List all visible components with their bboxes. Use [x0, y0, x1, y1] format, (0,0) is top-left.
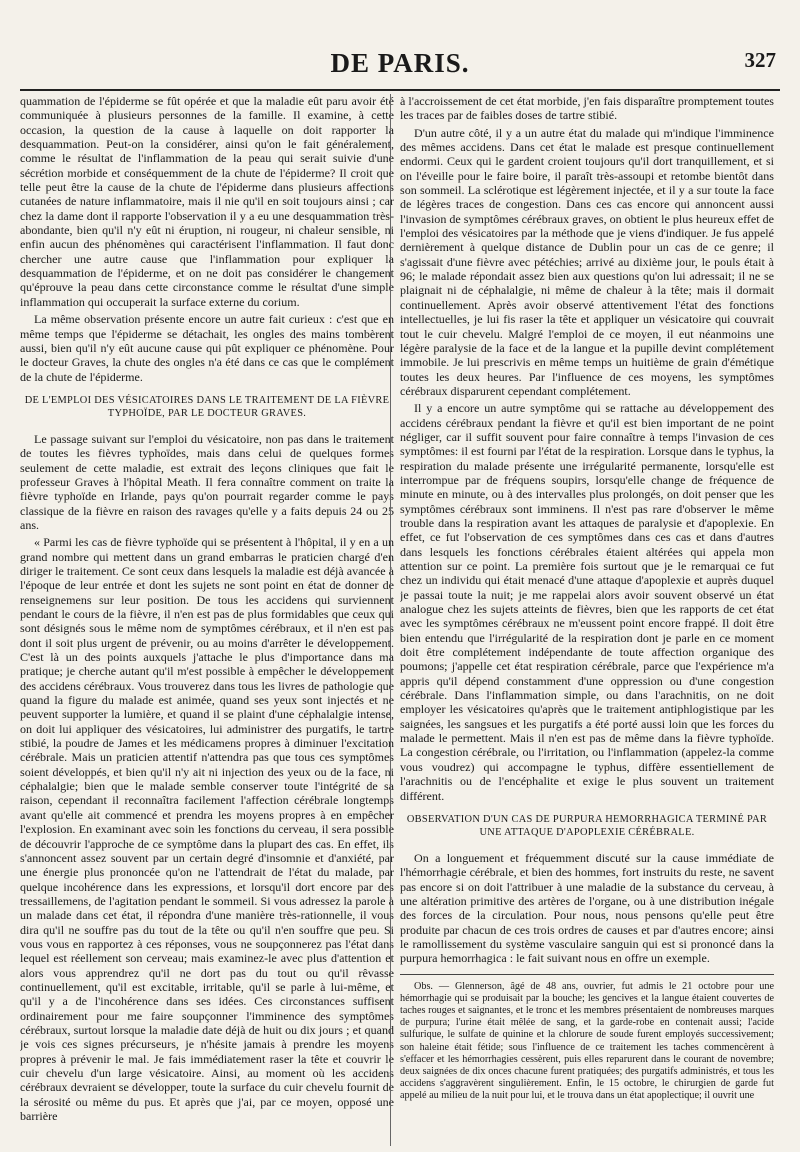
paragraph: On a longuement et fréquemment discuté sur la cause immédiate de l'hémorrhagie cérébrale, et bien des hommes, fort instruits du reste, ne savent pas encore si on doit l'attribuer à une maladie de la substance du cerveau, à une altération primitive des artères de l'organe, ou à une distribution inégale des forces de la circulation. Pour nous, nous pensons qu'elle peut être produite par chacun de ces trois ordres de causes et par d'autres encore; ainsi le ramollissement du système vasculaire sanguin qui est si prononcé dans la purpura hemorrhagica : le fait suivant nous en offre un exemple.: [400, 850, 774, 966]
paragraph: Le passage suivant sur l'emploi du vésicatoire, non pas dans le traitement de toutes les fièvres typhoïdes, mais dans celui de quelques formes seulement de cette maladie, est extrait des leçons cliniques que fait le professeur Graves à l'hôpital Meath. Il fera connaître comment on traite la fièvre typhoïde en Irlande, pays qu'on pourrait regarder comme le pays classique de la fièvre en raison des ravages qu'elle y a faits depuis 24 ou 25 ans.: [20, 431, 394, 532]
left-column: [20, 94, 394, 1146]
page-number: 327: [744, 48, 776, 72]
header-rule: [20, 89, 780, 91]
paragraph: à l'accroissement de cet état morbide, j'en fais disparaître promptement toutes les traces par de faibles doses de tartre stibié.: [400, 94, 774, 123]
paragraph: D'un autre côté, il y a un autre état du malade qui m'indique l'imminence des mêmes accidens. Dans cet état le malade est presque continuellement endormi. Ceux qui le gardent croient toujours qu'il dort tranquillement, et si on l'éveille pour le faire boire, il paraît très-assoupi et retombe bientôt dans son sommeil. La sclérotique est légèrement injectée, et il y a sur toute la face de légères traces de congestion. Dans ces cas encore qui annoncent aussi l'invasion de symptômes cérébraux graves, on obtient le plus heureux effet de l'emploi des vésicatoires par la méthode que je viens d'indiquer. Je fus appelé dernièrement à quelque distance de Dublin pour un cas de ce genre; il s'agissait d'une fièvre avec pétéchies; arrivé au dixième jour, le pouls était à 96; le malade répondait assez bien aux questions qu'on lui adressait; il ne se plaignait ni de céphalalgie, ni même de chaleur à la tête; mais il dormait continuellement. Après avoir observé attentivement l'état des fonctions intellectuelles, je lui fis raser la tête et appliquer un vésicatoire qui couvrait tout le cuir chevelu. Malgré l'emploi de ce moyen, il eut néanmoins une légère paralysie de la face et de la langue et la pupille devint complétement immobile. Je lui prescrivis en même temps un huitième de grain d'émétique toutes les deux heures. Par l'influence de ces moyens, les symptômes cérébraux disparurent cependant complétement.: [400, 125, 774, 398]
paragraph: « Parmi les cas de fièvre typhoïde qui se présentent à l'hôpital, il y en a un grand nombre qui mettent dans un grand embarras le praticien chargé d'en diriger le traitement. Ce sont ceux dans lesquels la maladie est déjà avancée à l'époque de leur entrée et dont les sujets ne sont point en état de donner de renseignemens sur leur position. De tous les accidens qui surviennent pendant le cours de la fièvre, il n'en est pas de plus formidables que ceux qui sont désignés sous le même nom de symptômes cérébraux, et il n'en est pas dont il soit plus urgent de prévenir, ou au moins d'arrêter le développement. C'est là un des points auxquels j'attache le plus d'importance dans ma pratique; je cherche autant qu'il m'est possible à empêcher le développement des accidens cérébraux. Vous trouverez dans tous les livres de pathologie que quand la figure du malade est animée, quand ses yeux sont injectés et ne peuvent supporter la lumière, et quand il se plaint d'une céphalalgie intense, on doit lui appliquer des vésicatoires, lui administrer des purgatifs, le tartre stibié, la poudre de James et les médicamens propres à diminuer l'excitation cérébrale. Mais un praticien attentif n'attendra pas que tous ces symptômes soient développés, et bien qu'il n'y ait ni injection des yeux ou de la face, ni céphalalgie; bien que le malade semble conserver toute l'intégrité de sa raison, cependant il reconnaîtra facilement l'affection cérébrale longtemps avant qu'elle ait commencé et prendra les moyens propres à en empêcher l'explosion. En examinant avec soin les fonctions du cerveau, il sera possible de découvrir l'approche de ce symptôme dans la plupart des cas. En effet, ils s'annoncent assez souvent par un certain degré d'insomnie et d'anxiété, par une énergie plus prononcée qu'on ne l'attendrait de l'état du malade, par quelque incohérence dans les expressions, et lorsqu'il dort encore par des tressaillemens, de l'agitation pendant le sommeil. Si vous adressez la parole à un malade dans cet état, il répondra d'une manière très-rationnelle, il vous dira qu'il ne souffre pas du tout de la tête ou qu'il n'en souffre que peu. Si vous vous en rapportez à ces réponses, vous ne soupçonnerez pas l'état dans lequel est réellement son cerveau; mais examinez-le avec plus d'attention et alors vous apprendrez qu'il ne dort pas du tout ou qu'il rêvasse continuellement, qu'il est excitable, irritable, qu'il se parle à lui-même, et qu'il y a de l'incohérence dans ses idées. Ces circonstances suffisent ordinairement pour me faire soupçonner l'imminence des symptômes cérébraux, surtout lorsque la maladie date déjà de huit ou dix jours ; et quand je vois ces signes précurseurs, je n'hésite jamais à prendre les moyens propres à prévenir le mal. Je fais immédiatement raser la tête et couvrir le cuir chevelu d'un large vésicatoire. Ainsi, au moment où les accidens cérébraux devraient se développer, toute la surface du cuir chevelu fournit de la sérosité ou même du pus. Et après que j'ai, par ce moyen, opposé une barrière: [20, 535, 394, 1124]
observation-paragraph: Obs. — Glennerson, âgé de 48 ans, ouvrier, fut admis le 21 octobre pour une hémorrhagie qui se produisait par la bouche; les gencives et la langue étaient couvertes de taches rouges et saignantes, et le tronc et les membres présentaient de nombreuses marques de purpura; l'urine était mêlée de sang, et la garde-robe en contenait aussi; l'acide sulfurique, le sulfate de quinine et la chlorure de soude furent employés successivement; son haleine était fétide; sous l'influence de ce traitement les taches commencèrent à s'effacer et les hémorrhagies cessèrent, puis elles reparurent dans le courant de novembre; deux saignées de dix onces chacune furent pratiquées; des purgatifs administrés, et tous les accidens s'aggravèrent singulièrement. Enfin, le 15 octobre, le chirurgien de garde fut appelé au milieu de la nuit pour lui, et le trouva dans un état apoplectique; il ouvrit une: [400, 980, 774, 1102]
page-header-title: DE PARIS.: [330, 48, 470, 78]
paragraph: La même observation présente encore un autre fait curieux : c'est que en même temps que l'épiderme se détachait, les ongles des mains tombèrent aussi, bien qu'il n'y eût aucune cause qui pût expliquer ce phénomène. Pour le docteur Graves, la chute des ongles n'a été dans ce cas que le complément de la chute de l'épiderme.: [20, 312, 394, 384]
paragraph: Il y a encore un autre symptôme qui se rattache au développement des accidens cérébraux pendant la fièvre et qu'il est bien important de ne point négliger, car il suffit souvent pour faire connaître à temps l'invasion de ces symptômes: il est fourni par l'état de la respiration. Lorsque dans le typhus, la respiration du malade présente une irrégularité permanente, lorsqu'elle est interrompue par de fréquens soupirs, lorsqu'elle change de fréquence de minute en minute, ou à des intervalles plus prolongés, on doit penser que les symptômes cérébraux sont imminens. Il n'est pas rare d'observer le même trouble dans la respiration avant les attaques de paralysie et d'apoplexie. En effet, ce fut l'observation de ces symptômes dans ces cas et dans d'autres dans lesquels les fonctions cérébrales étaient altérées qui appela mon attention sur ce point. La première fois surtout que je le remarquai ce fut chez un individu qui était menacé d'une attaque d'apoplexie et auprès duquel je passai toute la nuit; je me rappelai alors avoir souvent observé un état analogue chez les sujets atteints de fièvres, bien que les rapports de cet état avec les symptômes cérébraux ne m'eussent point encore frappé. Il doit être bien entendu que l'irrégularité de la respiration dont je parle en ce moment doit être complétement indépendante de toute affection organique des poumons; j'appelle cet état respiration cérébrale, parce que l'expérience m'a appris qu'il dépend constamment d'une oppression ou d'une congestion cérébrale. Dans l'inflammation simple, ou dans l'arachnitis, on ne doit employer les vésicatoires qu'après que le traitement antiphlogistique par les saignées, les sangsues et les purgatifs a été porté aussi loin que les forces du malade le permettent. Mais il n'en est pas de même dans la fièvre typhoïde. La congestion cérébrale, ou l'irritation, ou l'inflammation (appelez-la comme vous voudrez) qui accompagne le typhus, diffère essentiellement de l'arachnitis ou de l'encéphalite et exige le plus souvent un traitement différent.: [400, 401, 774, 803]
column-divider: [390, 94, 391, 1146]
paragraph: quammation de l'épiderme se fût opérée et que la maladie eût paru avoir été communiquée à plusieurs personnes de la famille. Il examine, à cette occasion, la question de la cause à laquelle on doit rapporter la desquammation. Peut-on la considérer, ainsi qu'on le fait généralement, comme le résultat de l'inflammation de la peau qui serait suivie d'une sécrétion morbide et conséquemment de la chute de l'épiderme? Il croit que telle peut être la cause de la chute de l'épiderme dans plusieurs affections cutanées de nature inflammatoire, mais il nie qu'il en soit toujours ainsi ; car chez la dame dont il rapporte l'observation il y a eu une desquammation très-abondante, bien qu'il n'y eût ni éruption, ni rougeur, ni chaleur sensible, ni enfin aucun des phénomènes qui caractérisent l'inflammation. Il faut donc chercher une autre cause que l'inflammation pour expliquer la desquammation de l'épiderme, et on ne doit pas considérer le changement qu'éprouve la peau dans cette circonstance comme le résultat d'une simple inflammation qui occuperait la surface externe du corium.: [20, 94, 394, 309]
right-column: [400, 94, 774, 1146]
section-title-vesicatoires: DE L'EMPLOI DES VÉSICATOIRES DANS LE TRAITEMENT DE LA FIÈVRE TYPHOÏDE, PAR LE DOCTEUR GRAVES.: [24, 394, 390, 419]
observation-rule: [400, 974, 774, 975]
section-title-purpura: OBSERVATION D'UN CAS DE PURPURA HEMORRHAGICA TERMINÉ PAR UNE ATTAQUE D'APOPLEXIE CÉRÉBRALE.: [406, 813, 768, 838]
